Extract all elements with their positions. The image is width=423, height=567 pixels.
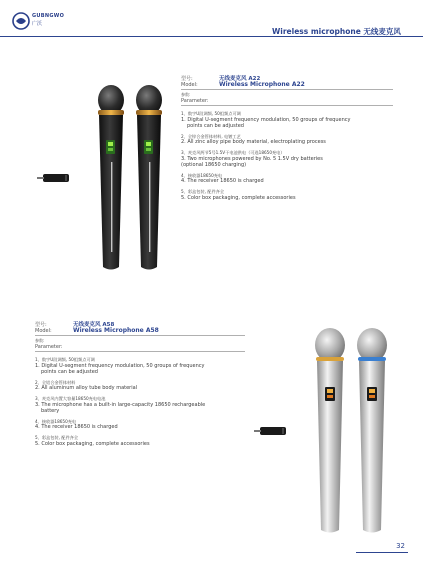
a22-divider bbox=[181, 89, 393, 90]
model-label-cn: 型号: bbox=[181, 76, 193, 82]
a22-param-label-en: Parameter: bbox=[181, 98, 209, 104]
a22-divider bbox=[181, 105, 393, 106]
a22-spec-item: 2、全锌合金管体材料, 电镀工艺 2. All zinc alloy pipe body material, electroplating process bbox=[181, 133, 326, 145]
a22-spec-block bbox=[181, 76, 393, 201]
a22-receiver-icon bbox=[37, 174, 69, 182]
a58-product-image bbox=[250, 325, 400, 545]
a22-microphone-left-icon bbox=[98, 85, 124, 270]
a58-microphone-right-icon bbox=[357, 328, 387, 533]
model-label-en: Model: bbox=[35, 328, 52, 334]
a22-product-image bbox=[35, 82, 175, 287]
a58-param-label-cn: 参数: bbox=[35, 338, 45, 343]
a22-model-cn: 无线麦克风 A22 bbox=[219, 76, 261, 82]
brand-subname: 广沃 bbox=[32, 21, 43, 27]
a58-spec-block bbox=[35, 322, 245, 447]
a22-spec-item: 4、接收器18650充电 4. The receiver 18650 is charged bbox=[181, 172, 264, 184]
a22-param-label-cn: 参数: bbox=[181, 92, 191, 97]
a58-model-en: Wireless Microphone A58 bbox=[73, 327, 159, 334]
a22-microphone-right-icon bbox=[136, 85, 162, 270]
header-title: Wireless microphone 无线麦克风 bbox=[272, 27, 401, 36]
a58-receiver-icon bbox=[254, 427, 286, 435]
a58-microphone-left-icon bbox=[315, 328, 345, 533]
a22-spec-item: 5、彩盒包装, 配件齐全 5. Color box packaging, complete accessories bbox=[181, 189, 296, 201]
page-number: 32 bbox=[396, 542, 405, 550]
brand-logo-icon bbox=[12, 12, 30, 30]
brand-name: GUBNGWO bbox=[32, 13, 65, 19]
a58-spec-item: 4、接收器18650充电 4. The receiver 18650 is charged bbox=[35, 418, 118, 430]
a58-spec-item: 1、数字U段调频, 50组频点可调 1. Digital U-segment frequency modulation, 50 groups of frequency points can be adjusted bbox=[35, 357, 205, 375]
a22-spec-item: 1、数字U段调频, 50组频点可调 1. Digital U-segment frequency modulation, 50 groups of frequency points can be adjusted bbox=[181, 111, 351, 129]
a58-model-row-en bbox=[35, 328, 245, 334]
a22-model-en: Wireless Microphone A22 bbox=[219, 81, 305, 88]
a22-spec-item: 3、麦克风两节5号1.5V干电池供电（可选18650充电） 3. Two microphones powered by No. 5 1.5V dry batteries (optional 18650 charging) bbox=[181, 150, 323, 168]
a22-model-row-en bbox=[181, 82, 393, 88]
model-label-en: Model: bbox=[181, 82, 198, 88]
a58-spec-item: 3、麦克风内置大容量18650充电电池 3. The microphone has a built-in large-capacity 18650 rechargeable battery bbox=[35, 396, 206, 414]
page-number-rule bbox=[356, 552, 408, 553]
model-label-cn: 型号: bbox=[35, 322, 47, 328]
a58-spec-item: 2、全铝合金管体材料 2. All aluminum alloy tube body material bbox=[35, 379, 138, 391]
a58-model-cn: 无线麦克风 A58 bbox=[73, 322, 115, 328]
header-rule bbox=[0, 36, 423, 37]
a58-divider bbox=[35, 351, 245, 352]
a58-divider bbox=[35, 335, 245, 336]
a58-spec-item: 5、彩盒包装, 配件齐全 5. Color box packaging, complete accessories bbox=[35, 435, 150, 447]
a58-param-label-en: Parameter: bbox=[35, 344, 63, 350]
